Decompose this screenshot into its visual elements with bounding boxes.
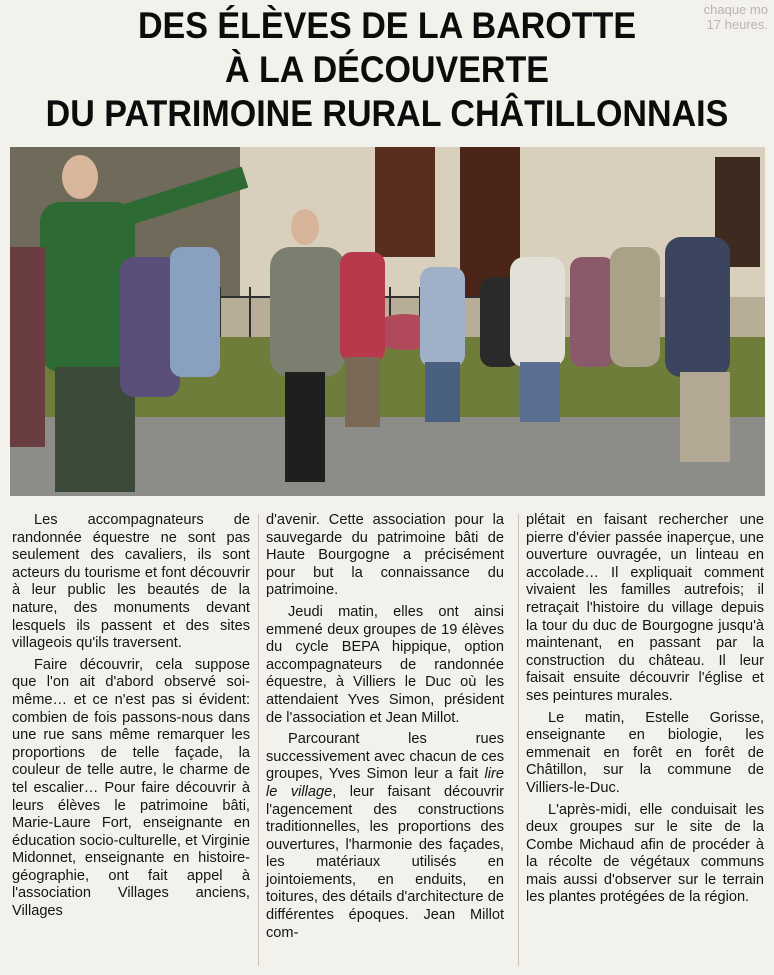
column-rule (518, 514, 519, 966)
paragraph: L'après-midi, elle conduisait les deux groupes sur le site de la Combe Michaud afin de procéder à la récolte de végétaux communs mais aussi d'observer sur le terrain les plantes protégées de la région. (526, 801, 764, 906)
window-shutter (375, 147, 435, 257)
fragment-line: 17 heures. (706, 17, 768, 32)
article-column-1 (12, 512, 250, 925)
headline-line-3: DU PATRIMOINE RURAL CHÂTILLONNAIS (45, 93, 729, 134)
text-run: , leur faisant découvrir l'agencement des constructions traditionnelles, les proportions des ouvertures, l'harmonie des façades, les matériaux utilisés en jointoiements, en enduits, en toitures, des détails d'architecture de différentes époques. Jean Millot com- (266, 783, 504, 941)
article-column-2 (266, 512, 504, 946)
paragraph: Les accompagnateurs de randonnée équestre ne sont pas seulement des cavaliers, ils sont acteurs du tourisme et font découvrir à leur public les beautés de la nature, des monuments devant lesquels ils passent et des sites villageois qu'ils traversent. (12, 512, 250, 652)
paragraph: Le matin, Estelle Gorisse, enseignante en biologie, les emmenait en forêt en forêt de Châtillon, sur la commune de Villiers-le-Duc. (526, 709, 764, 796)
paragraph: Jeudi matin, elles ont ainsi emmené deux groupes de 19 élèves du cycle BEPA hippique, option accompagnateurs de randonnée équestre, à Villiers le Duc où les attendaient Yves Simon, président de l'association et Jean Millot. (266, 603, 504, 726)
headline-line-1: DES ÉLÈVES DE LA BAROTTE (137, 5, 637, 46)
headline-line-2: À LA DÉCOUVERTE (224, 49, 550, 90)
article-column-3 (526, 512, 764, 911)
column-rule (258, 514, 259, 966)
paragraph (266, 731, 504, 942)
paragraph: d'avenir. Cette association pour la sauvegarde du patrimoine bâti de Haute Bourgogne a précisément pour but la connaissance du patrimoine. (266, 512, 504, 599)
article-photo (10, 147, 765, 496)
paragraph: plétait en faisant rechercher une pierre d'évier passée inaperçue, une ouverture ouvragée, un linteau en accolade… Il expliquait comment vivaient les familles autrefois; il retraçait l'histoire du village depuis la tour du duc de Bourgogne jusqu'à maintenant, en passant par la construction du château. Il leur faisait ensuite découvrir l'église et ses peintures murales. (526, 512, 764, 704)
fragment-line: chaque mo (703, 2, 768, 17)
emphasized-text: lire le village (266, 766, 504, 800)
text-run: Parcourant les rues successivement avec chacun de ces groupes, Yves Simon leur a fait (266, 731, 504, 783)
headline (31, 4, 743, 136)
paragraph: Faire découvrir, cela suppose que l'on ait d'abord observé soi-même… et ce n'est pas si évident: combien de fois passons-nous dans une rue sans même remarquer les proportions de telle façade, la couleur de telle autre, le charme de tel escalier… Pour faire découvrir à leurs élèves le patrimoine bâti, Marie-Laure Fort, enseignante en éducation socio-culturelle, et Virginie Midonnet, enseignante en histoire-géographie, ont fait appel à l'association Villages anciens, Villages (12, 656, 250, 920)
